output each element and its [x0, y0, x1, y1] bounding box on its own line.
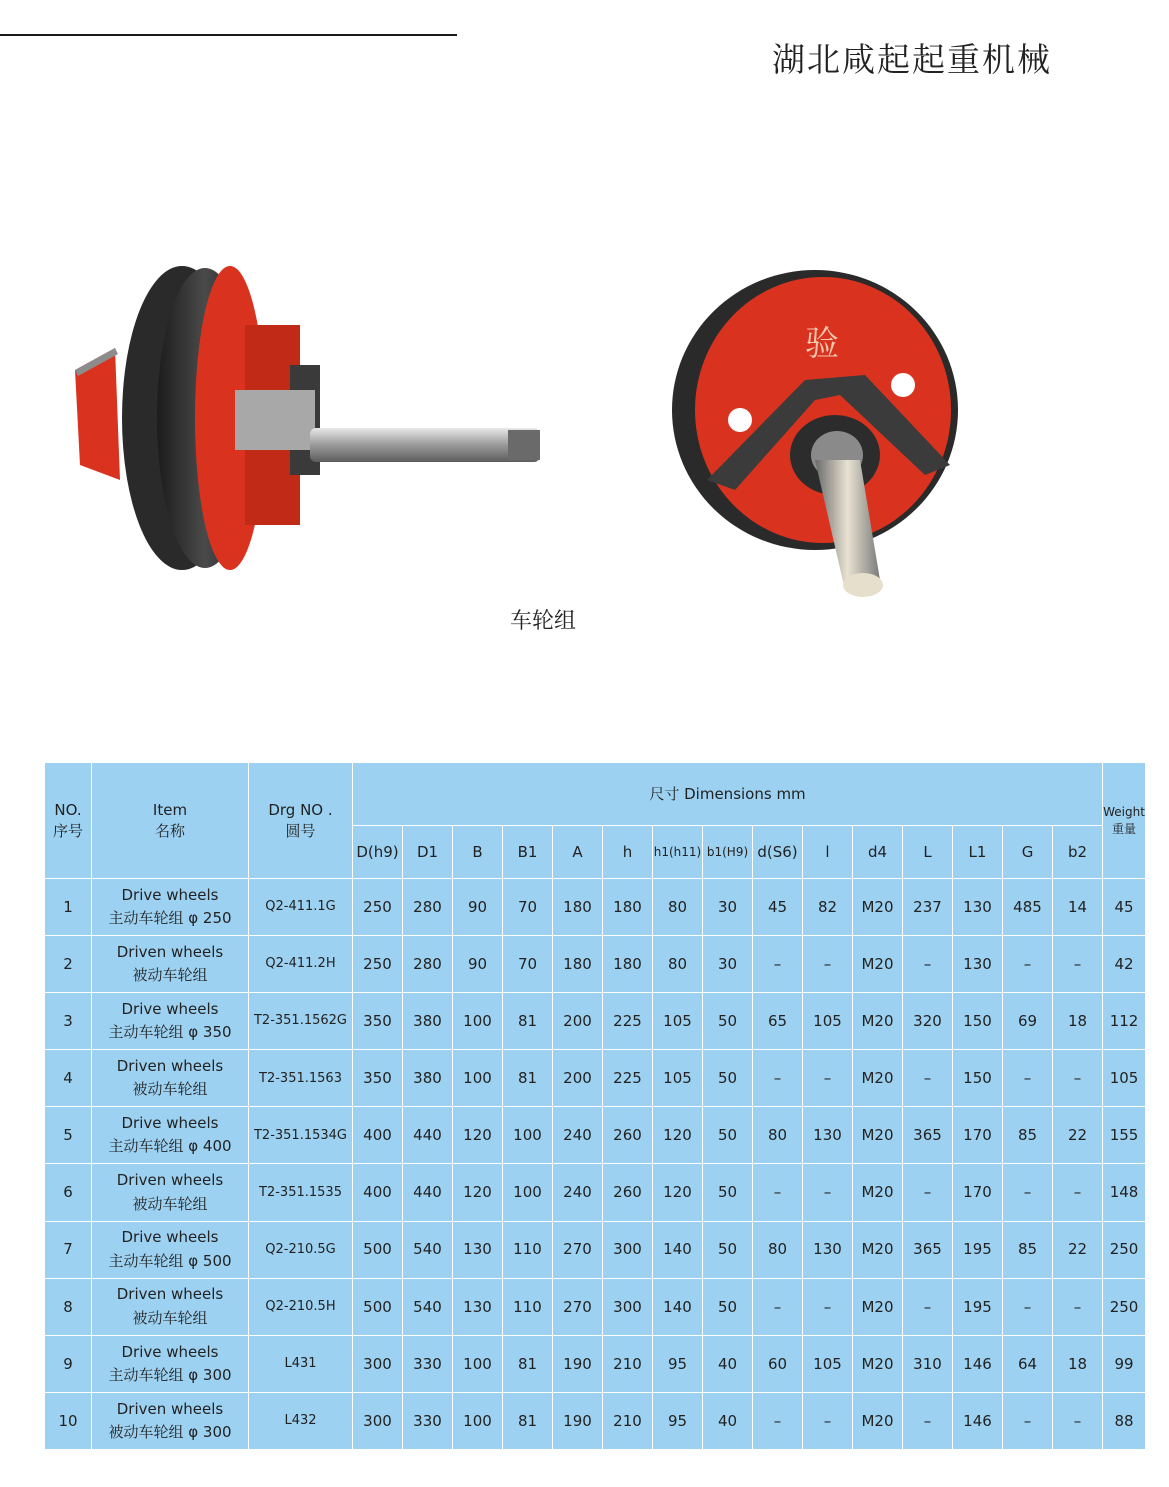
row-drg-no: Q2-210.5H: [249, 1278, 353, 1335]
dimension-cell: 50: [703, 1221, 753, 1278]
dimension-cell: 82: [803, 879, 853, 936]
dimension-cell: 150: [953, 993, 1003, 1050]
dimension-cell: 80: [753, 1107, 803, 1164]
dimension-cell: 130: [953, 936, 1003, 993]
row-item-name: Drive wheels 主动车轮组 φ 350: [92, 993, 249, 1050]
dimension-cell: 80: [653, 936, 703, 993]
row-no: 4: [45, 1050, 92, 1107]
dimension-cell: 180: [553, 936, 603, 993]
dimension-cell: –: [803, 1164, 853, 1221]
row-drg-no: T2-351.1534G: [249, 1107, 353, 1164]
dimension-cell: 365: [903, 1221, 953, 1278]
dimension-cell: –: [1053, 1392, 1103, 1449]
dimension-cell: 300: [353, 1335, 403, 1392]
table-row: [45, 1392, 1146, 1449]
dimension-cell: 95: [653, 1392, 703, 1449]
dimension-cell: –: [903, 936, 953, 993]
table-row: [45, 1164, 1146, 1221]
dimension-cell: 270: [553, 1278, 603, 1335]
row-weight: 250: [1103, 1278, 1146, 1335]
dimension-cell: 120: [653, 1164, 703, 1221]
dimension-cell: 105: [653, 993, 703, 1050]
dimension-cell: –: [1003, 1164, 1053, 1221]
dimension-cell: 210: [603, 1335, 653, 1392]
dimension-cell: 50: [703, 993, 753, 1050]
dimension-cell: 130: [803, 1221, 853, 1278]
dimension-cell: 120: [453, 1107, 503, 1164]
dimension-cell: 400: [353, 1107, 403, 1164]
dimension-cell: 225: [603, 993, 653, 1050]
row-no: 7: [45, 1221, 92, 1278]
row-weight: 99: [1103, 1335, 1146, 1392]
dimension-cell: 40: [703, 1335, 753, 1392]
row-no: 8: [45, 1278, 92, 1335]
top-rule: [0, 34, 457, 36]
dimension-cell: M20: [853, 936, 903, 993]
dimension-cell: 100: [453, 1050, 503, 1107]
dimension-cell: –: [753, 936, 803, 993]
dimension-cell: 95: [653, 1335, 703, 1392]
dimension-header-cell: b1(H9): [703, 826, 753, 879]
header-weight: Weight 重量: [1103, 763, 1146, 879]
dimension-cell: M20: [853, 1278, 903, 1335]
row-item-name: Driven wheels 被动车轮组 φ 300: [92, 1392, 249, 1449]
dimension-cell: 18: [1053, 1335, 1103, 1392]
dimension-cell: 50: [703, 1050, 753, 1107]
dimension-cell: 90: [453, 936, 503, 993]
dimension-cell: 195: [953, 1278, 1003, 1335]
dimension-header-cell: d(S6): [753, 826, 803, 879]
dimension-cell: –: [1003, 936, 1053, 993]
dimension-cell: 240: [553, 1107, 603, 1164]
dimension-cell: 190: [553, 1335, 603, 1392]
dimension-cell: 380: [403, 1050, 453, 1107]
dimension-cell: 105: [803, 993, 853, 1050]
dimension-cell: 200: [553, 1050, 603, 1107]
row-drg-no: L432: [249, 1392, 353, 1449]
dimension-cell: 237: [903, 879, 953, 936]
row-weight: 148: [1103, 1164, 1146, 1221]
dimension-cell: 120: [453, 1164, 503, 1221]
dimension-cell: 100: [453, 1392, 503, 1449]
dimension-cell: 64: [1003, 1335, 1053, 1392]
spec-table-body: [45, 879, 1146, 1450]
dimension-cell: M20: [853, 1164, 903, 1221]
dimension-cell: 150: [953, 1050, 1003, 1107]
dimension-cell: 146: [953, 1392, 1003, 1449]
dimension-cell: 130: [453, 1278, 503, 1335]
dimension-cell: 190: [553, 1392, 603, 1449]
row-weight: 155: [1103, 1107, 1146, 1164]
dimension-cell: 170: [953, 1164, 1003, 1221]
dimension-cell: 80: [753, 1221, 803, 1278]
dimension-cell: 380: [403, 993, 453, 1050]
dimension-cell: 250: [353, 879, 403, 936]
row-weight: 88: [1103, 1392, 1146, 1449]
dimension-cell: 14: [1053, 879, 1103, 936]
dimension-cell: 65: [753, 993, 803, 1050]
dimension-cell: –: [903, 1278, 953, 1335]
dimension-cell: 440: [403, 1107, 453, 1164]
row-drg-no: T2-351.1535: [249, 1164, 353, 1221]
row-drg-no: Q2-411.1G: [249, 879, 353, 936]
dimension-cell: 22: [1053, 1107, 1103, 1164]
row-weight: 105: [1103, 1050, 1146, 1107]
row-no: 2: [45, 936, 92, 993]
dimension-cell: 50: [703, 1278, 753, 1335]
dimension-cell: M20: [853, 993, 903, 1050]
dimension-header-cell: G: [1003, 826, 1053, 879]
dimension-cell: 70: [503, 936, 553, 993]
table-row: [45, 936, 1146, 993]
row-item-name: Driven wheels 被动车轮组: [92, 936, 249, 993]
dimension-cell: –: [1053, 1164, 1103, 1221]
dimension-header-cell: l: [803, 826, 853, 879]
dimension-header-cell: d4: [853, 826, 903, 879]
dimension-cell: 280: [403, 879, 453, 936]
row-drg-no: Q2-411.2H: [249, 936, 353, 993]
dimension-cell: 500: [353, 1221, 403, 1278]
dimension-cell: 105: [653, 1050, 703, 1107]
dimension-header-cell: h: [603, 826, 653, 879]
row-no: 9: [45, 1335, 92, 1392]
dimension-cell: M20: [853, 1392, 903, 1449]
dimension-cell: 100: [453, 1335, 503, 1392]
dimension-cell: 260: [603, 1107, 653, 1164]
dimension-cell: –: [753, 1164, 803, 1221]
dimension-cell: –: [753, 1278, 803, 1335]
dimension-cell: 100: [453, 993, 503, 1050]
dimension-cell: 330: [403, 1392, 453, 1449]
row-no: 1: [45, 879, 92, 936]
dimension-cell: 260: [603, 1164, 653, 1221]
dimension-cell: 350: [353, 993, 403, 1050]
dimension-cell: 500: [353, 1278, 403, 1335]
dimension-header-cell: L: [903, 826, 953, 879]
dimension-cell: 195: [953, 1221, 1003, 1278]
row-no: 5: [45, 1107, 92, 1164]
company-name: 湖北咸起起重机械: [772, 40, 1052, 79]
row-item-name: Drive wheels 主动车轮组 φ 300: [92, 1335, 249, 1392]
dimension-cell: 100: [503, 1107, 553, 1164]
table-row: [45, 1278, 1146, 1335]
dimension-cell: M20: [853, 1107, 903, 1164]
dimension-cell: M20: [853, 1335, 903, 1392]
dimension-header-cell: B: [453, 826, 503, 879]
dimension-cell: –: [1053, 1278, 1103, 1335]
dimension-cell: 120: [653, 1107, 703, 1164]
row-drg-no: T2-351.1563: [249, 1050, 353, 1107]
dimension-cell: 45: [753, 879, 803, 936]
table-row: [45, 879, 1146, 936]
row-drg-no: Q2-210.5G: [249, 1221, 353, 1278]
wheel-assembly-side-view-icon: [60, 250, 560, 590]
table-row: [45, 1050, 1146, 1107]
dimension-cell: –: [753, 1050, 803, 1107]
dimension-cell: 270: [553, 1221, 603, 1278]
row-item-name: Drive wheels 主动车轮组 φ 250: [92, 879, 249, 936]
dimension-cell: 30: [703, 936, 753, 993]
dimension-cell: 210: [603, 1392, 653, 1449]
dimension-header-cell: L1: [953, 826, 1003, 879]
dimension-cell: 69: [1003, 993, 1053, 1050]
dimension-cell: 250: [353, 936, 403, 993]
dimension-cell: 130: [953, 879, 1003, 936]
dimension-cell: 280: [403, 936, 453, 993]
row-weight: 112: [1103, 993, 1146, 1050]
table-row: [45, 1335, 1146, 1392]
dimension-cell: –: [1053, 1050, 1103, 1107]
dimension-cell: 485: [1003, 879, 1053, 936]
row-drg-no: T2-351.1562G: [249, 993, 353, 1050]
dimension-cell: 50: [703, 1107, 753, 1164]
dimension-cell: 146: [953, 1335, 1003, 1392]
dimension-header-cell: D1: [403, 826, 453, 879]
dimension-cell: –: [803, 1392, 853, 1449]
dimension-cell: –: [903, 1392, 953, 1449]
header-no: NO. 序号: [45, 763, 92, 879]
spec-table: [44, 762, 1146, 1450]
dimension-cell: 110: [503, 1278, 553, 1335]
dimension-header-cell: h1(h11): [653, 826, 703, 879]
row-item-name: Driven wheels 被动车轮组: [92, 1050, 249, 1107]
dimension-cell: 81: [503, 1050, 553, 1107]
dimension-cell: 330: [403, 1335, 453, 1392]
dimension-cell: 300: [603, 1278, 653, 1335]
dimension-cell: 70: [503, 879, 553, 936]
dimension-cell: 140: [653, 1278, 703, 1335]
dimension-cell: –: [803, 936, 853, 993]
dimension-cell: 80: [653, 879, 703, 936]
spec-table-container: [44, 762, 1145, 1450]
dimension-cell: 30: [703, 879, 753, 936]
dimension-cell: 180: [603, 879, 653, 936]
dimension-cell: 180: [603, 936, 653, 993]
dimension-cell: 365: [903, 1107, 953, 1164]
table-row: [45, 1221, 1146, 1278]
dimension-cell: 81: [503, 1335, 553, 1392]
dimension-cell: 170: [953, 1107, 1003, 1164]
dimension-cell: 225: [603, 1050, 653, 1107]
wheel-assembly-angled-view-icon: [665, 260, 970, 600]
dimension-cell: M20: [853, 1050, 903, 1107]
dimension-cell: M20: [853, 1221, 903, 1278]
dimension-cell: 540: [403, 1221, 453, 1278]
dimension-cell: 105: [803, 1335, 853, 1392]
row-no: 3: [45, 993, 92, 1050]
row-weight: 250: [1103, 1221, 1146, 1278]
dimension-cell: 81: [503, 993, 553, 1050]
row-weight: 45: [1103, 879, 1146, 936]
row-item-name: Driven wheels 被动车轮组: [92, 1164, 249, 1221]
dimension-cell: 85: [1003, 1221, 1053, 1278]
dimension-cell: –: [803, 1278, 853, 1335]
row-drg-no: L431: [249, 1335, 353, 1392]
table-row: [45, 993, 1146, 1050]
stamp-mark: 验: [805, 324, 839, 364]
row-no: 10: [45, 1392, 92, 1449]
dimension-cell: –: [1053, 936, 1103, 993]
header-item: Item 名称: [92, 763, 249, 879]
header-dimensions: 尺寸 Dimensions mm: [353, 763, 1103, 826]
dimension-header-cell: A: [553, 826, 603, 879]
dimension-cell: –: [1003, 1278, 1053, 1335]
dimension-cell: 50: [703, 1164, 753, 1221]
dimension-cell: –: [903, 1164, 953, 1221]
dimension-cell: 100: [503, 1164, 553, 1221]
table-row: [45, 1107, 1146, 1164]
dimension-cell: 200: [553, 993, 603, 1050]
dimension-cell: 18: [1053, 993, 1103, 1050]
dimension-cell: 60: [753, 1335, 803, 1392]
dimension-cell: 310: [903, 1335, 953, 1392]
header-drg: Drg NO . 圆号: [249, 763, 353, 879]
dimension-cell: 140: [653, 1221, 703, 1278]
dimension-cell: 130: [803, 1107, 853, 1164]
dimension-cell: 240: [553, 1164, 603, 1221]
dimension-cell: 300: [603, 1221, 653, 1278]
dimension-cell: 22: [1053, 1221, 1103, 1278]
dimension-cell: 540: [403, 1278, 453, 1335]
row-no: 6: [45, 1164, 92, 1221]
dimension-cell: 440: [403, 1164, 453, 1221]
row-item-name: Drive wheels 主动车轮组 φ 500: [92, 1221, 249, 1278]
dimension-cell: 320: [903, 993, 953, 1050]
dimension-cell: 85: [1003, 1107, 1053, 1164]
photo-caption: 车轮组: [510, 609, 577, 634]
dimension-header-cell: b2: [1053, 826, 1103, 879]
dimension-cell: M20: [853, 879, 903, 936]
dimension-cell: 180: [553, 879, 603, 936]
dimension-cell: 400: [353, 1164, 403, 1221]
row-item-name: Drive wheels 主动车轮组 φ 400: [92, 1107, 249, 1164]
row-weight: 42: [1103, 936, 1146, 993]
dimension-cell: –: [1003, 1050, 1053, 1107]
dimension-cell: 90: [453, 879, 503, 936]
dimension-cell: –: [1003, 1392, 1053, 1449]
dimension-cell: 40: [703, 1392, 753, 1449]
dimension-cell: 81: [503, 1392, 553, 1449]
dimension-cell: –: [903, 1050, 953, 1107]
dimension-cell: –: [803, 1050, 853, 1107]
dimension-cell: 300: [353, 1392, 403, 1449]
dimension-cell: 130: [453, 1221, 503, 1278]
dimension-cell: 110: [503, 1221, 553, 1278]
row-item-name: Driven wheels 被动车轮组: [92, 1278, 249, 1335]
dimension-cell: 350: [353, 1050, 403, 1107]
dimension-header-cell: D(h9): [353, 826, 403, 879]
dimension-cell: –: [753, 1392, 803, 1449]
dimension-header-cell: B1: [503, 826, 553, 879]
